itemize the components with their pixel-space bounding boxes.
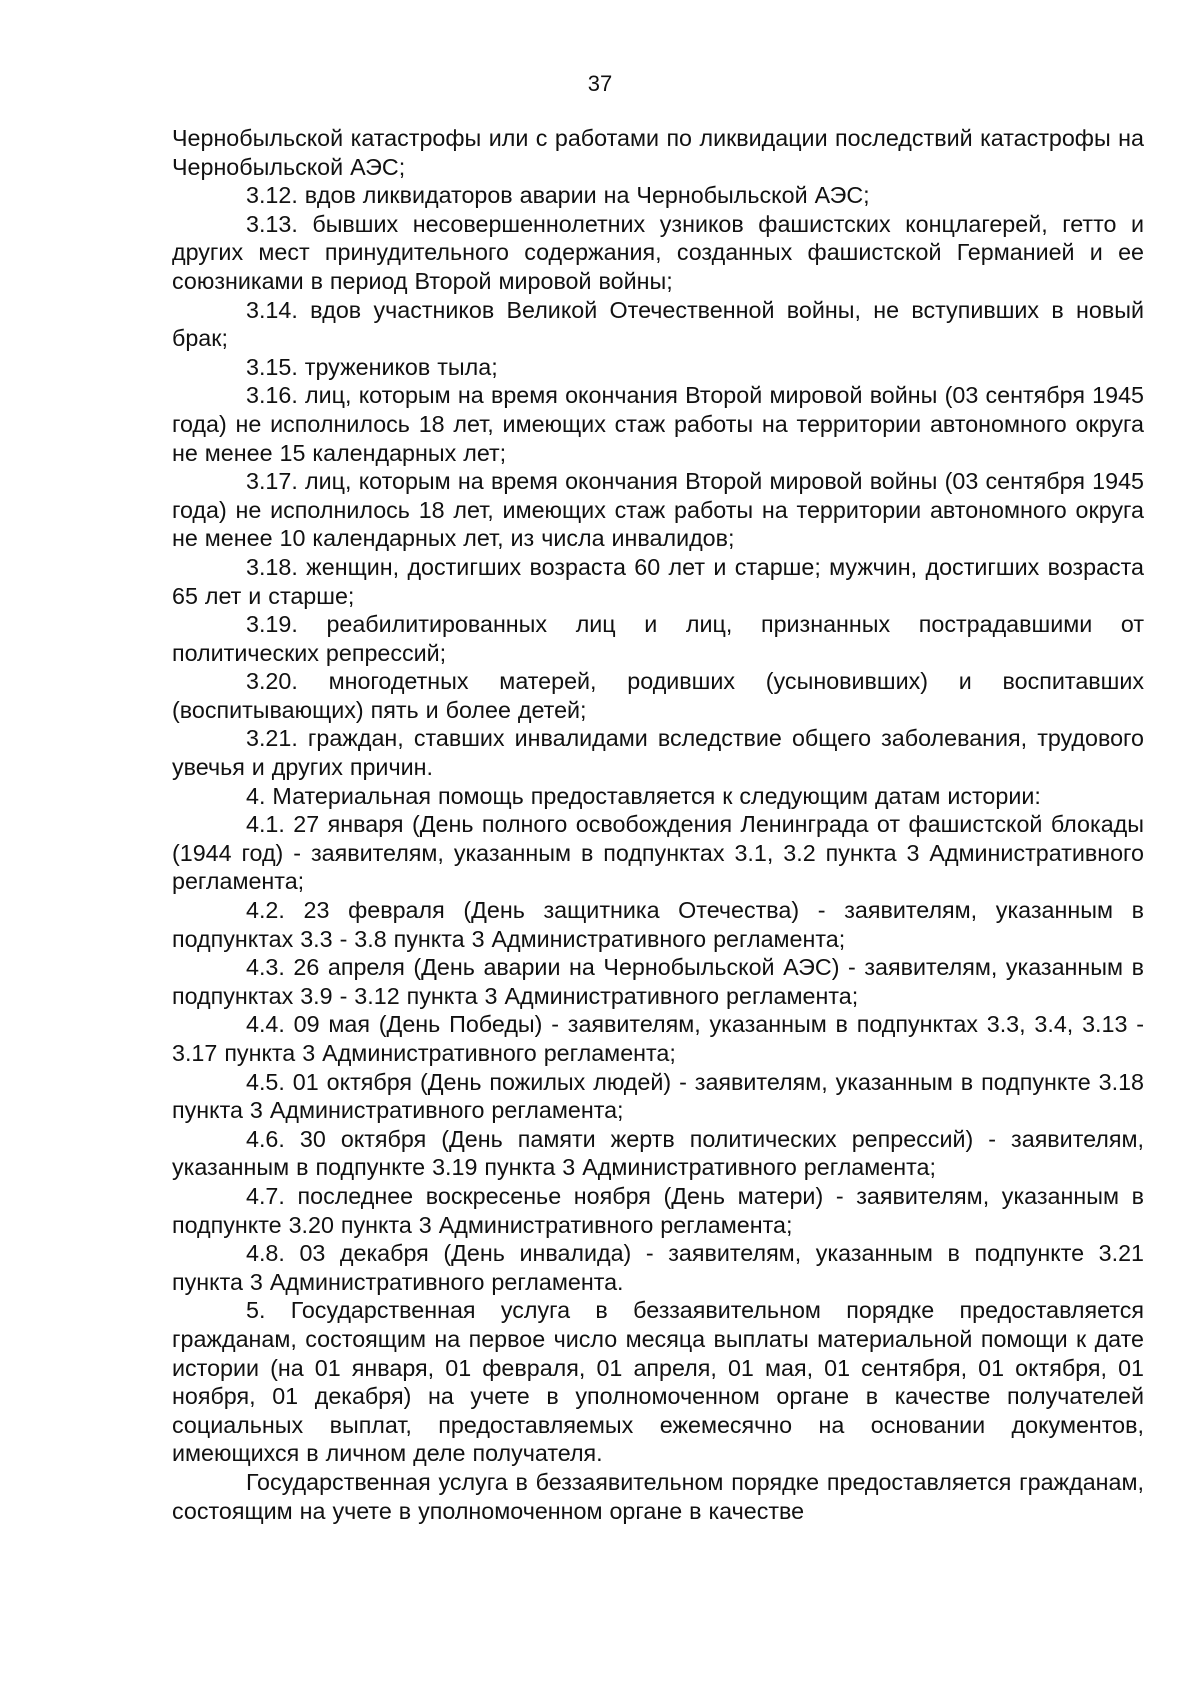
paragraph-4-2: 4.2. 23 февраля (День защитника Отечества) - заявителям, указанным в подпунктах 3.3 - 3.8 пункта 3 Административного регламента; [172,897,1144,952]
paragraph-3-17: 3.17. лиц, которым на время окончания Второй мировой войны (03 сентября 1945 года) не исполнилось 18 лет, имеющих стаж работы на территории автономного округа не менее 10 календарных лет, из числа инвалидов; [172,468,1144,552]
paragraph-3-16: 3.16. лиц, которым на время окончания Второй мировой войны (03 сентября 1945 года) не исполнилось 18 лет, имеющих стаж работы на территории автономного округа не менее 15 календарных лет; [172,382,1144,466]
paragraph-3-13: 3.13. бывших несовершеннолетних узников фашистских концлагерей, гетто и других мест принудительного содержания, созданных фашистской Германией и ее союзниками в период Второй мировой войны; [172,210,1144,294]
paragraph-4-4: 4.4. 09 мая (День Победы) - заявителям, указанным в подпунктах 3.3, 3.4, 3.13 - 3.17 пункта 3 Административного регламента; [172,1011,1144,1066]
paragraph-3-12: 3.12. вдов ликвидаторов аварии на Чернобыльской АЭС; [246,182,870,209]
paragraph-5: 5. Государственная услуга в беззаявительном порядке предоставляется гражданам, состоящим на первое число месяца выплаты материальной помощи к дате истории (на 01 января, 01 февраля, 01 апреля, 01 мая, 01 сентября, 01 октября, 01 ноября, 01 декабря) на учете в уполномоченном органе в качестве получателей социальных выплат, предоставляемых ежемесячно на основании документов, имеющихся в личном деле получателя. [172,1297,1144,1467]
paragraph-3-14: 3.14. вдов участников Великой Отечественной войны, не вступивших в новый брак; [172,296,1144,352]
paragraph-4-6: 4.6. 30 октября (День памяти жертв политических репрессий) - заявителям, указанным в подпункте 3.19 пункта 3 Административного регламента; [172,1125,1144,1181]
paragraph-3-20: 3.20. многодетных матерей, родивших (усыновивших) и воспитавших (воспитывающих) пять и более детей; [172,668,1144,723]
paragraph-3-19: 3.19. реабилитированных лиц и лиц, признанных пострадавшими от политических репрессий; [172,611,1144,666]
paragraph-4: 4. Материальная помощь предоставляется к следующим датам истории: [246,782,1041,809]
paragraph-4-1: 4.1. 27 января (День полного освобождения Ленинграда от фашистской блокады (1944 год) - заявителям, указанным в подпунктах 3.1, 3.2 пункта 3 Административного регламента; [172,811,1144,895]
paragraph-continuation: Чернобыльской катастрофы или с работами по ликвидации последствий катастрофы на Чернобыльской АЭС; [172,125,1144,180]
paragraph-5-continued: Государственная услуга в беззаявительном порядке предоставляется гражданам, состоящим на учете в уполномоченном органе в качестве [172,1468,1144,1524]
paragraph-4-3: 4.3. 26 апреля (День аварии на Чернобыльской АЭС) - заявителям, указанным в подпунктах 3.9 - 3.12 пункта 3 Административного регламента; [172,954,1144,1009]
paragraph-4-8: 4.8. 03 декабря (День инвалида) - заявителям, указанным в подпункте 3.21 пункта 3 Административного регламента. [172,1240,1144,1295]
paragraph-3-18: 3.18. женщин, достигших возраста 60 лет и старше; мужчин, достигших возраста 65 лет и старше; [172,553,1144,609]
paragraph-3-15: 3.15. тружеников тыла; [246,353,498,380]
paragraph-3-21: 3.21. граждан, ставших инвалидами вследствие общего заболевания, трудового увечья и других причин. [172,725,1144,781]
document-body [172,124,1144,1525]
paragraph-4-5: 4.5. 01 октября (День пожилых людей) - заявителям, указанным в подпункте 3.18 пункта 3 Административного регламента; [172,1068,1144,1124]
page-number: 37 [587,71,613,96]
paragraph-4-7: 4.7. последнее воскресенье ноября (День матери) - заявителям, указанным в подпункте 3.20 пункта 3 Административного регламента; [172,1182,1144,1238]
